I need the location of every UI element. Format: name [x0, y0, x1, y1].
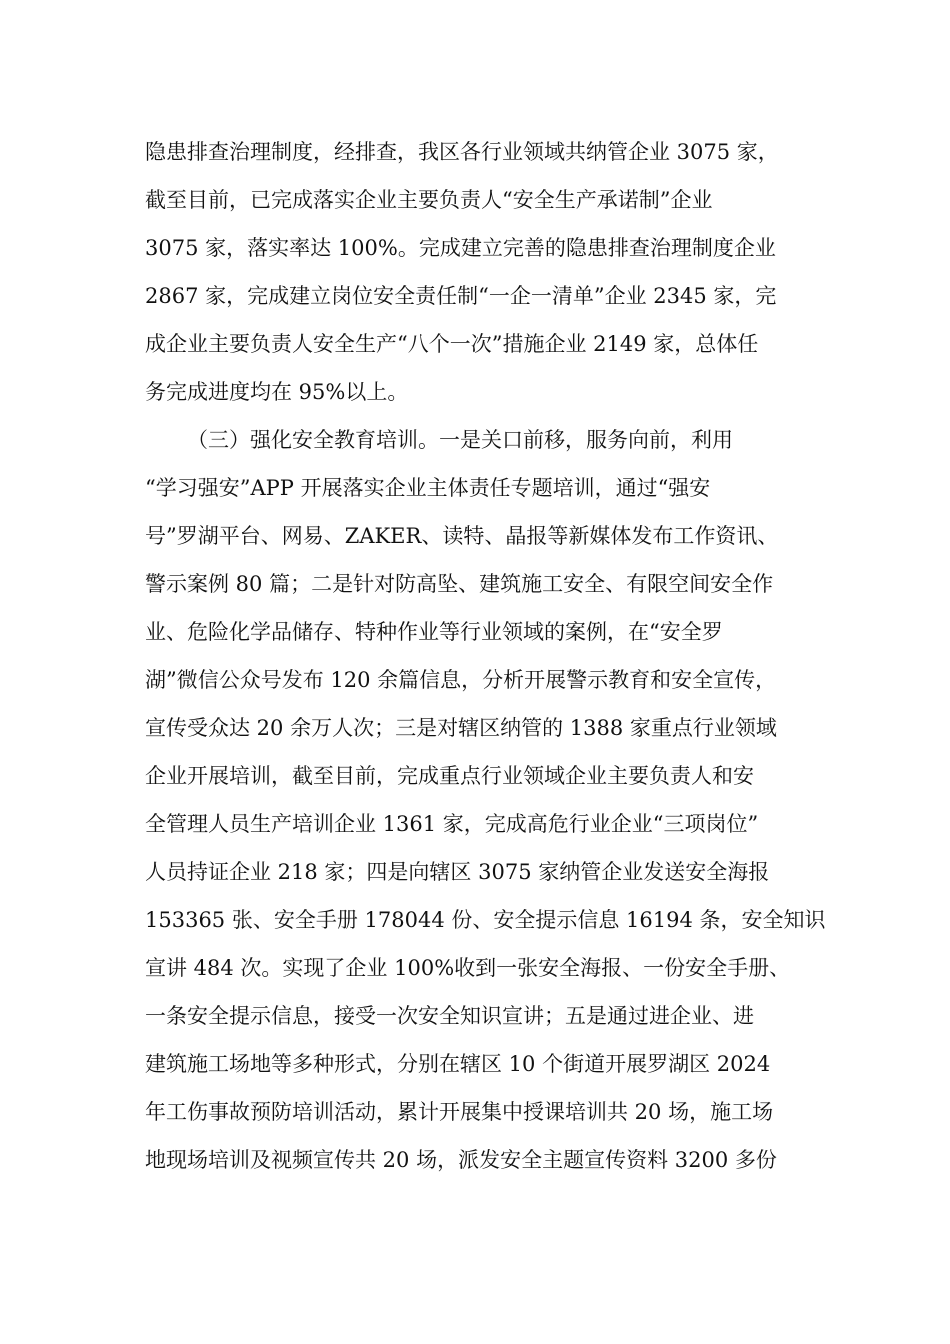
paragraph-2-line: 宣讲 484 次。实现了企业 100%收到一张安全海报、一份安全手册、 — [145, 956, 791, 980]
paragraph-2-line: 警示案例 80 篇；二是针对防高坠、建筑施工安全、有限空间安全作 — [145, 572, 774, 596]
paragraph-1-line: 隐患排查治理制度，经排查，我区各行业领域共纳管企业 3075 家， — [145, 140, 779, 164]
paragraph-1-line: 截至目前，已完成落实企业主要负责人“安全生产承诺制”企业 — [145, 188, 713, 212]
paragraph-2-line: 号”罗湖平台、网易、ZAKER、读特、晶报等新媒体发布工作资讯、 — [145, 524, 779, 548]
paragraph-1-line: 3075 家，落实率达 100%。完成建立完善的隐患排查治理制度企业 — [145, 236, 776, 260]
paragraph-2-line: 企业开展培训，截至目前，完成重点行业领域企业主要负责人和安 — [145, 764, 754, 788]
paragraph-1-line: 成企业主要负责人安全生产“八个一次”措施企业 2149 家，总体任 — [145, 332, 759, 356]
paragraph-2-line: 地现场培训及视频宣传共 20 场，派发安全主题宣传资料 3200 多份 — [145, 1148, 777, 1172]
paragraph-1-line: 2867 家，完成建立岗位安全责任制“一企一清单”企业 2345 家，完 — [145, 284, 777, 308]
paragraph-2-line: 全管理人员生产培训企业 1361 家，完成高危行业企业“三项岗位” — [145, 812, 759, 836]
paragraph-1-line: 务完成进度均在 95%以上。 — [145, 380, 409, 404]
paragraph-2-line: 年工伤事故预防培训活动，累计开展集中授课培训共 20 场，施工场 — [145, 1100, 774, 1124]
paragraph-2-line: 一条安全提示信息，接受一次安全知识宣讲；五是通过进企业、进 — [145, 1004, 754, 1028]
paragraph-2-line: 宣传受众达 20 余万人次；三是对辖区纳管的 1388 家重点行业领域 — [145, 716, 777, 740]
paragraph-2-line: 湖”微信公众号发布 120 余篇信息，分析开展警示教育和安全宣传， — [145, 668, 777, 692]
paragraph-2-line: （三）强化安全教育培训。一是关口前移，服务向前，利用 — [187, 428, 733, 452]
paragraph-2-line: 建筑施工场地等多种形式，分别在辖区 10 个街道开展罗湖区 2024 — [145, 1052, 771, 1076]
paragraph-2-line: 业、危险化学品储存、特种作业等行业领域的案例，在“安全罗 — [145, 620, 723, 644]
paragraph-2-line: 153365 张、安全手册 178044 份、安全提示信息 16194 条，安全知识 — [145, 908, 826, 932]
paragraph-2-line: 人员持证企业 218 家；四是向辖区 3075 家纳管企业发送安全海报 — [145, 860, 770, 884]
paragraph-2-line: “学习强安”APP 开展落实企业主体责任专题培训，通过“强安 — [145, 476, 711, 500]
